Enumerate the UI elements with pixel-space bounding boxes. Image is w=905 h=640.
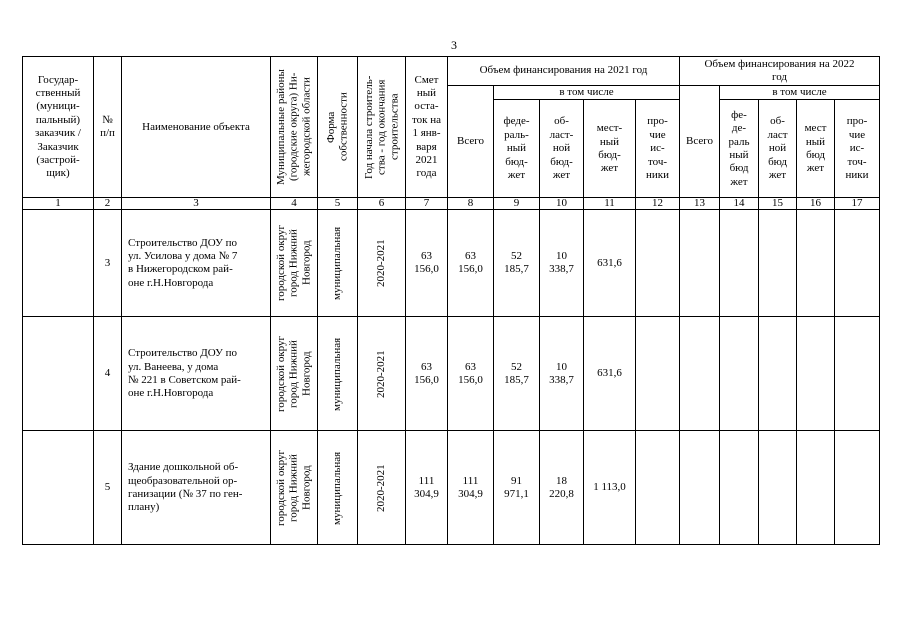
cell-district (271, 317, 318, 431)
column-number: 4 (271, 198, 318, 210)
header-fin-2021: Объем финансирования на 2021 год (448, 57, 680, 86)
cell-total-2022 (680, 317, 720, 431)
header-districts (271, 57, 318, 198)
cell-other-2022 (835, 210, 880, 317)
column-number: 10 (540, 198, 584, 210)
financing-table (22, 56, 880, 545)
cell-ownership (318, 210, 358, 317)
cell-ownership-text: муниципальная (331, 226, 344, 301)
cell-local-2021: 1 113,0 (584, 431, 636, 545)
cell-federal-2021: 91 971,1 (494, 431, 540, 545)
header-federal-2022: фе- де- раль ный бюд жет (720, 100, 759, 198)
cell-federal-2022 (720, 431, 759, 545)
cell-local-2022 (797, 431, 835, 545)
cell-customer (23, 431, 94, 545)
cell-federal-2022 (720, 210, 759, 317)
header-regional-2022: об- ласт ной бюд жет (759, 100, 797, 198)
cell-local-2022 (797, 210, 835, 317)
column-number: 11 (584, 198, 636, 210)
cell-other-2021 (636, 210, 680, 317)
cell-total-2022 (680, 210, 720, 317)
cell-years (358, 431, 406, 545)
cell-years (358, 210, 406, 317)
cell-regional-2022 (759, 317, 797, 431)
cell-other-2022 (835, 317, 880, 431)
cell-district-text: городской округ город Нижний Новгород (275, 449, 313, 526)
cell-regional-2021: 18 220,8 (540, 431, 584, 545)
table-row (23, 210, 880, 317)
cell-regional-2021: 10 338,7 (540, 210, 584, 317)
header-number: № п/п (94, 57, 122, 198)
header-ownership-text: Форма собственности (324, 92, 350, 162)
column-number: 16 (797, 198, 835, 210)
cell-object-name: Строительство ДОУ по ул. Усилова у дома № 7 в Нижегородском рай- оне г.Н.Новгорода (122, 210, 271, 317)
cell-district-text: городской округ город Нижний Новгород (275, 225, 313, 302)
column-number: 3 (122, 198, 271, 210)
header-estimate: Смет ный оста- ток на 1 янв- варя 2021 года (406, 57, 448, 198)
column-number: 12 (636, 198, 680, 210)
header-object-name: Наименование объекта (122, 57, 271, 198)
column-number: 13 (680, 198, 720, 210)
header-other-2021: про- чие ис- точ- ники (636, 100, 680, 198)
cell-other-2021 (636, 431, 680, 545)
cell-object-name: Строительство ДОУ по ул. Ванеева, у дома № 221 в Советском рай- оне г.Н.Новгорода (122, 317, 271, 431)
header-years (358, 57, 406, 198)
cell-customer (23, 317, 94, 431)
cell-estimate: 63 156,0 (406, 317, 448, 431)
cell-estimate: 63 156,0 (406, 210, 448, 317)
column-number: 1 (23, 198, 94, 210)
column-number-row (23, 198, 880, 210)
cell-number: 5 (94, 431, 122, 545)
column-number: 6 (358, 198, 406, 210)
cell-federal-2021: 52 185,7 (494, 317, 540, 431)
cell-ownership-text: муниципальная (331, 451, 344, 525)
header-local-2022: мест ный бюд жет (797, 100, 835, 198)
column-number: 2 (94, 198, 122, 210)
cell-total-2021: 63 156,0 (448, 317, 494, 431)
cell-total-2021: 111 304,9 (448, 431, 494, 545)
cell-district (271, 431, 318, 545)
cell-other-2021 (636, 317, 680, 431)
column-number: 9 (494, 198, 540, 210)
header-row-1 (23, 57, 880, 86)
cell-years-text: 2020-2021 (375, 350, 388, 398)
cell-local-2021: 631,6 (584, 210, 636, 317)
cell-federal-2021: 52 185,7 (494, 210, 540, 317)
cell-total-2022 (680, 431, 720, 545)
table-row (23, 431, 880, 545)
column-number: 14 (720, 198, 759, 210)
cell-total-2021: 63 156,0 (448, 210, 494, 317)
header-regional-2021: об- ласт- ной бюд- жет (540, 100, 584, 198)
cell-object-name: Здание дошкольной об- щеобразовательной ор- ганизации (№ 37 по ген- плану) (122, 431, 271, 545)
cell-district (271, 210, 318, 317)
column-number: 17 (835, 198, 880, 210)
cell-number: 4 (94, 317, 122, 431)
column-number: 15 (759, 198, 797, 210)
cell-estimate: 111 304,9 (406, 431, 448, 545)
header-incl-2021: в том числе (494, 86, 680, 100)
column-number: 8 (448, 198, 494, 210)
header-incl-2022: в том числе (720, 86, 880, 100)
page-number: 3 (451, 38, 457, 52)
header-fin-2022: Объем финансирования на 2022 год (680, 57, 880, 86)
cell-customer (23, 210, 94, 317)
cell-ownership (318, 431, 358, 545)
header-years-text: Год начала строитель- ства - год окончания строительства (362, 75, 400, 179)
header-customer: Государ- ственный (муници- пальный) заказчик / Заказчик (застрой- щик) (23, 57, 94, 198)
header-total-2022: Всего (680, 86, 720, 198)
header-other-2022: про- чие ис- точ- ники (835, 100, 880, 198)
cell-number: 3 (94, 210, 122, 317)
cell-ownership (318, 317, 358, 431)
cell-regional-2022 (759, 431, 797, 545)
cell-local-2021: 631,6 (584, 317, 636, 431)
header-local-2021: мест- ный бюд- жет (584, 100, 636, 198)
cell-years-text: 2020-2021 (375, 464, 388, 512)
column-number: 7 (406, 198, 448, 210)
cell-federal-2022 (720, 317, 759, 431)
header-federal-2021: феде- раль- ный бюд- жет (494, 100, 540, 198)
cell-district-text: городской округ город Нижний Новгород (275, 335, 313, 412)
cell-years (358, 317, 406, 431)
cell-regional-2022 (759, 210, 797, 317)
header-ownership (318, 57, 358, 198)
column-number: 5 (318, 198, 358, 210)
header-districts-text: Муниципальные районы (городские округа) Ни- жегородской области (275, 69, 313, 186)
table-row (23, 317, 880, 431)
cell-ownership-text: муниципальная (331, 337, 344, 411)
header-total-2021: Всего (448, 86, 494, 198)
cell-years-text: 2020-2021 (375, 239, 388, 288)
cell-other-2022 (835, 431, 880, 545)
cell-regional-2021: 10 338,7 (540, 317, 584, 431)
cell-local-2022 (797, 317, 835, 431)
